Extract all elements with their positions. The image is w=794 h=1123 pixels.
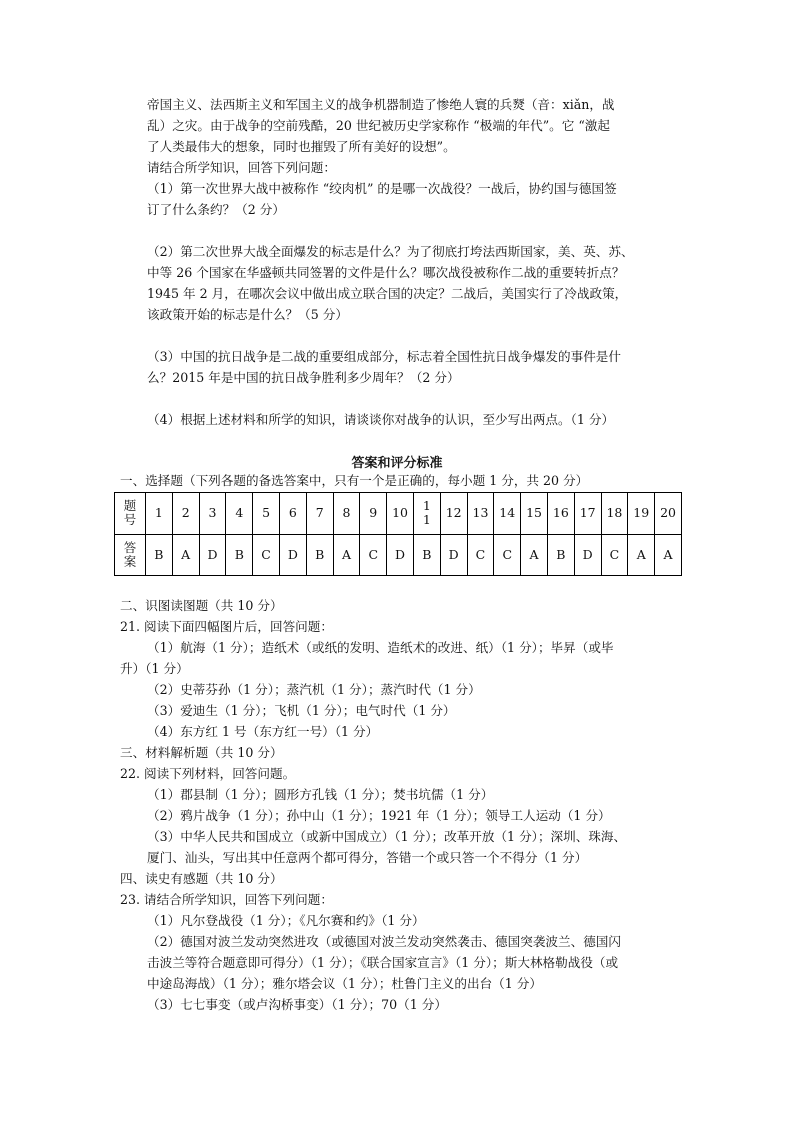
question-2-line-2: 中等 26 个国家在华盛顿共同签署的文件是什么？哪次战役被称作二战的重要转折点？ — [147, 265, 625, 280]
question-number: 6 — [279, 493, 306, 535]
header-char: 题 — [123, 498, 137, 514]
answer-cell: A — [172, 534, 199, 576]
table-row-answers — [115, 534, 682, 576]
question-number: 3 — [199, 493, 226, 535]
q23-answer-2c: 中途岛海战）（1 分）；雅尔塔会议（1 分）；杜鲁门主义的出台（1 分） — [147, 976, 542, 991]
question-3-line-1: （3）中国的抗日战争是二战的重要组成部分，标志着全国性抗日战争爆发的事件是什 — [147, 349, 621, 364]
question-number: 5 — [253, 493, 280, 535]
answer-cell: C — [601, 534, 628, 576]
q23-answer-1: （1）凡尔登战役（1 分）；《凡尔赛和约》（1 分） — [147, 913, 425, 928]
section-2-heading: 二、识图读图题（共 10 分） — [120, 598, 283, 613]
q21-answer-1b: 升）（1 分） — [120, 661, 189, 676]
question-number: 9 — [360, 493, 387, 535]
q23-answer-2b: 击波兰等符合题意即可得分）（1 分）；《联合国家宣言》（1 分）；斯大林格勒战役（或 — [147, 955, 619, 970]
table-row-numbers — [115, 493, 682, 535]
answer-cell: C — [467, 534, 494, 576]
material-line-1: 帝国主义、法西斯主义和军国主义的战争机器制造了惨绝人寰的兵燹（音：xiǎn，战 — [147, 97, 615, 112]
question-number: 10 — [387, 493, 414, 535]
header-char: 号 — [123, 512, 137, 528]
answer-cell: D — [387, 534, 414, 576]
question-number: 1 — [146, 493, 173, 535]
answer-cell: A — [333, 534, 360, 576]
question-number: 2 — [172, 493, 199, 535]
answer-cell: B — [226, 534, 253, 576]
question-number: 15 — [521, 493, 548, 535]
question-number: 19 — [628, 493, 655, 535]
q22-answer-2: （2）鸦片战争（1 分）；孙中山（1 分）；1921 年（1 分）；领导工人运动（1 分） — [147, 808, 611, 823]
answer-cell: C — [494, 534, 521, 576]
material-line-2: 乱）之灾。由于战争的空前残酷，20 世纪被历史学家称作 “极端的年代”。它 “激起 — [147, 118, 610, 133]
header-char: 答 — [123, 539, 137, 555]
q21-answer-4: （4）东方红 1 号（东方红一号）（1 分） — [147, 724, 379, 739]
row-header-number — [115, 493, 146, 535]
material-line-3: 了人类最伟大的想象，同时也摧毁了所有美好的设想”。 — [147, 139, 456, 154]
section-4-heading: 四、读史有感题（共 10 分） — [120, 871, 283, 886]
q21-answer-3: （3）爱迪生（1 分）；飞机（1 分）；电气时代（1 分） — [147, 703, 456, 718]
answer-cell: B — [547, 534, 574, 576]
answer-cell: B — [306, 534, 333, 576]
question-1-line-1: （1）第一次世界大战中被称作 “绞肉机” 的是哪一次战役？一战后，协约国与德国签 — [147, 181, 617, 196]
q21-answer-1a: （1）航海（1 分）；造纸术（或纸的发明、造纸术的改进、纸）（1 分）；毕昇（或毕 — [147, 640, 614, 655]
answer-cell: B — [413, 534, 440, 576]
question-3-line-2: 么？2015 年是中国的抗日战争胜利多少周年？（2 分） — [147, 370, 460, 385]
answer-cell: A — [628, 534, 655, 576]
answer-title: 答案和评分标准 — [351, 456, 443, 471]
section-3-heading: 三、材料解析题（共 10 分） — [120, 745, 283, 760]
answer-cell: A — [655, 534, 682, 576]
answer-cell: D — [574, 534, 601, 576]
answer-cell: C — [253, 534, 280, 576]
question-number: 8 — [333, 493, 360, 535]
question-number: 13 — [467, 493, 494, 535]
question-number: 18 — [601, 493, 628, 535]
answer-cell: A — [521, 534, 548, 576]
section-1-heading: 一、选择题（下列各题的备选答案中，只有一个是正确的，每小题 1 分，共 20 分） — [120, 473, 589, 488]
q23-answer-2a: （2）德国对波兰发动突然进攻（或德国对波兰发动突然袭击、德国突袭波兰、德国闪 — [147, 934, 621, 949]
q23-answer-3: （3）七七事变（或卢沟桥事变）（1 分）；70（1 分） — [147, 997, 447, 1012]
q22-answer-1: （1）郡县制（1 分）；圆形方孔钱（1 分）；焚书坑儒（1 分） — [147, 787, 494, 802]
question-number: 7 — [306, 493, 333, 535]
answer-table — [114, 492, 682, 576]
answer-cell: D — [199, 534, 226, 576]
question-2-line-1: （2）第二次世界大战全面爆发的标志是什么？为了彻底打垮法西斯国家，美、英、苏、 — [147, 244, 634, 259]
q22-answer-3a: （3）中华人民共和国成立（或新中国成立）（1 分）；改革开放（1 分）；深圳、珠海、 — [147, 829, 627, 844]
q23-stem: 23. 请结合所学知识，回答下列问题： — [120, 892, 333, 907]
q21-stem: 21. 阅读下面四幅图片后，回答问题： — [120, 619, 333, 634]
question-2-line-4: 该政策开始的标志是什么？（5 分） — [147, 307, 348, 322]
question-number: 1 1 — [413, 493, 440, 535]
question-number: 17 — [574, 493, 601, 535]
question-1-line-2: 订了什么条约？（2 分） — [147, 202, 285, 217]
question-2-line-3: 1945 年 2 月，在哪次会议中做出成立联合国的决定？二战后，美国实行了冷战政策， — [147, 286, 628, 301]
question-number: 14 — [494, 493, 521, 535]
question-number: 12 — [440, 493, 467, 535]
question-number: 16 — [547, 493, 574, 535]
answer-cell: C — [360, 534, 387, 576]
answer-cell: D — [279, 534, 306, 576]
question-4-line-1: （4）根据上述材料和所学的知识，请谈谈你对战争的认识，至少写出两点。（1 分） — [147, 412, 615, 427]
q22-stem: 22. 阅读下列材料，回答问题。 — [120, 766, 296, 781]
row-header-answer — [115, 534, 146, 576]
q22-answer-3b: 厦门、汕头，写出其中任意两个都可得分，答错一个或只答一个不得分（1 分） — [147, 850, 588, 865]
question-number: 20 — [655, 493, 682, 535]
question-number: 4 — [226, 493, 253, 535]
header-char: 案 — [123, 553, 137, 569]
answer-cell: B — [146, 534, 173, 576]
q21-answer-2: （2）史蒂芬孙（1 分）；蒸汽机（1 分）；蒸汽时代（1 分） — [147, 682, 481, 697]
instruction-line: 请结合所学知识，回答下列问题： — [147, 160, 336, 175]
answer-cell: D — [440, 534, 467, 576]
